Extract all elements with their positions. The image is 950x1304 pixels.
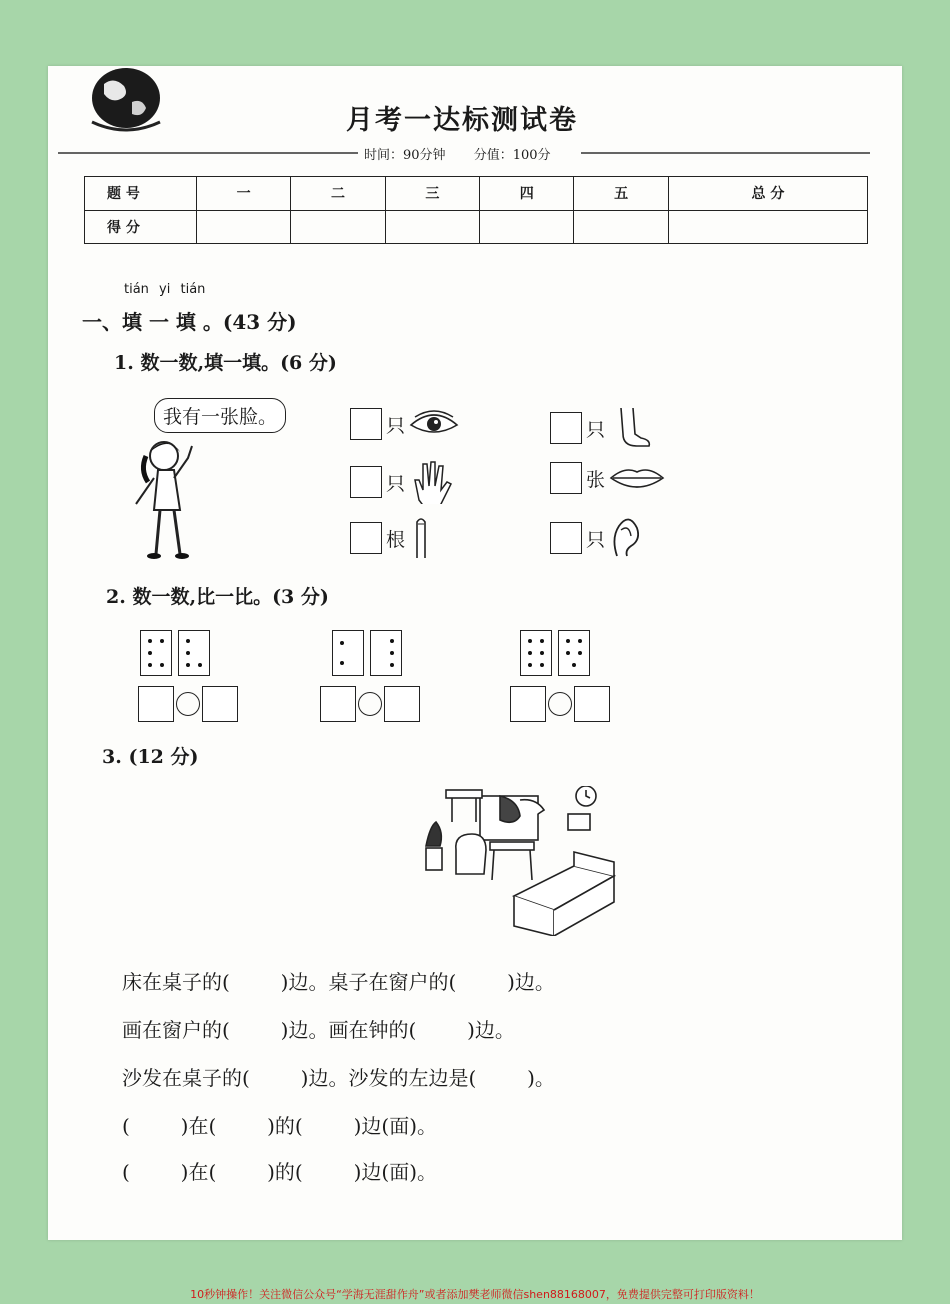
dot-card [520,630,552,676]
score-cell [574,210,668,244]
answer-box[interactable] [574,686,610,722]
table-row [85,177,868,211]
column-header: 五 [574,177,668,211]
time-limit: 时间：90分钟 [364,148,446,163]
answer-box[interactable] [350,522,382,554]
count-item-mouth [550,462,665,494]
section-title: 一、填 一 填 。(43 分) [82,310,297,334]
score-cell [668,210,867,244]
compare-circle[interactable] [176,692,200,716]
girl-illustration [132,434,212,564]
fill-line-3: 沙发在桌子的( )边。沙发的左边是( )。 [122,1066,555,1090]
compare-group-3 [510,630,610,722]
foot-icon [609,406,653,450]
score-cell [480,210,574,244]
question-3-title: 3. (12 分) [102,746,199,768]
exam-paper [48,66,902,1240]
ear-icon [609,516,639,560]
mouth-icon [609,464,665,492]
speech-bubble: 我有一张脸。 [154,398,286,433]
section-pinyin: tián yi tián [124,282,206,297]
finger-icon [409,516,433,560]
score-cell [197,210,291,244]
total-score: 分值：100分 [473,148,551,163]
count-item-hand [350,460,453,504]
fill-line-4: ( )在( )的( )边(面)。 [122,1114,437,1138]
answer-box[interactable] [510,686,546,722]
answer-box[interactable] [320,686,356,722]
unit-label: 只 [586,418,606,441]
dot-card [370,630,402,676]
dot-card [178,630,210,676]
compare-circle[interactable] [358,692,382,716]
compare-group-1 [138,630,238,722]
table-row [85,210,868,244]
hand-icon [409,460,453,504]
fill-line-2: 画在窗户的( )边。画在钟的( )边。 [122,1018,515,1042]
answer-box[interactable] [350,408,382,440]
column-header: 三 [385,177,479,211]
count-item-foot [550,406,653,450]
dot-card [140,630,172,676]
answer-box[interactable] [350,466,382,498]
column-header: 一 [197,177,291,211]
score-cell [385,210,479,244]
room-illustration [418,786,618,936]
unit-label: 根 [386,528,406,551]
answer-box[interactable] [202,686,238,722]
answer-box[interactable] [550,522,582,554]
count-item-finger [350,516,433,560]
answer-box[interactable] [550,412,582,444]
unit-label: 只 [386,472,406,495]
unit-label: 张 [586,468,606,491]
row-header-number: 题 号 [85,177,197,211]
score-cell [291,210,385,244]
question-2-title: 2. 数一数,比一比。(3 分) [106,586,329,608]
answer-box[interactable] [384,686,420,722]
dot-card [332,630,364,676]
globe-icon [86,62,164,132]
count-item-ear [550,516,639,560]
eye-icon [409,409,459,439]
exam-meta [358,144,581,163]
count-item-eye [350,408,459,440]
dot-card [558,630,590,676]
fill-line-1: 床在桌子的( )边。桌子在窗户的( )边。 [122,970,555,994]
column-header: 二 [291,177,385,211]
unit-label: 只 [586,528,606,551]
answer-box[interactable] [138,686,174,722]
score-table [84,176,868,244]
answer-box[interactable] [550,462,582,494]
promo-footer: 10秒钟操作！关注微信公众号“学海无涯甜作舟”或者添加樊老师微信shen88168007，免费提供完整可打印版资料！ [190,1288,760,1301]
column-header: 总 分 [668,177,867,211]
question-1-title: 1. 数一数,填一填。(6 分) [114,352,337,374]
column-header: 四 [480,177,574,211]
page-title: 月考一达标测试卷 [346,105,578,136]
compare-group-2 [320,630,420,722]
row-header-score: 得 分 [85,210,197,244]
unit-label: 只 [386,414,406,437]
fill-line-5: ( )在( )的( )边(面)。 [122,1160,437,1184]
compare-circle[interactable] [548,692,572,716]
